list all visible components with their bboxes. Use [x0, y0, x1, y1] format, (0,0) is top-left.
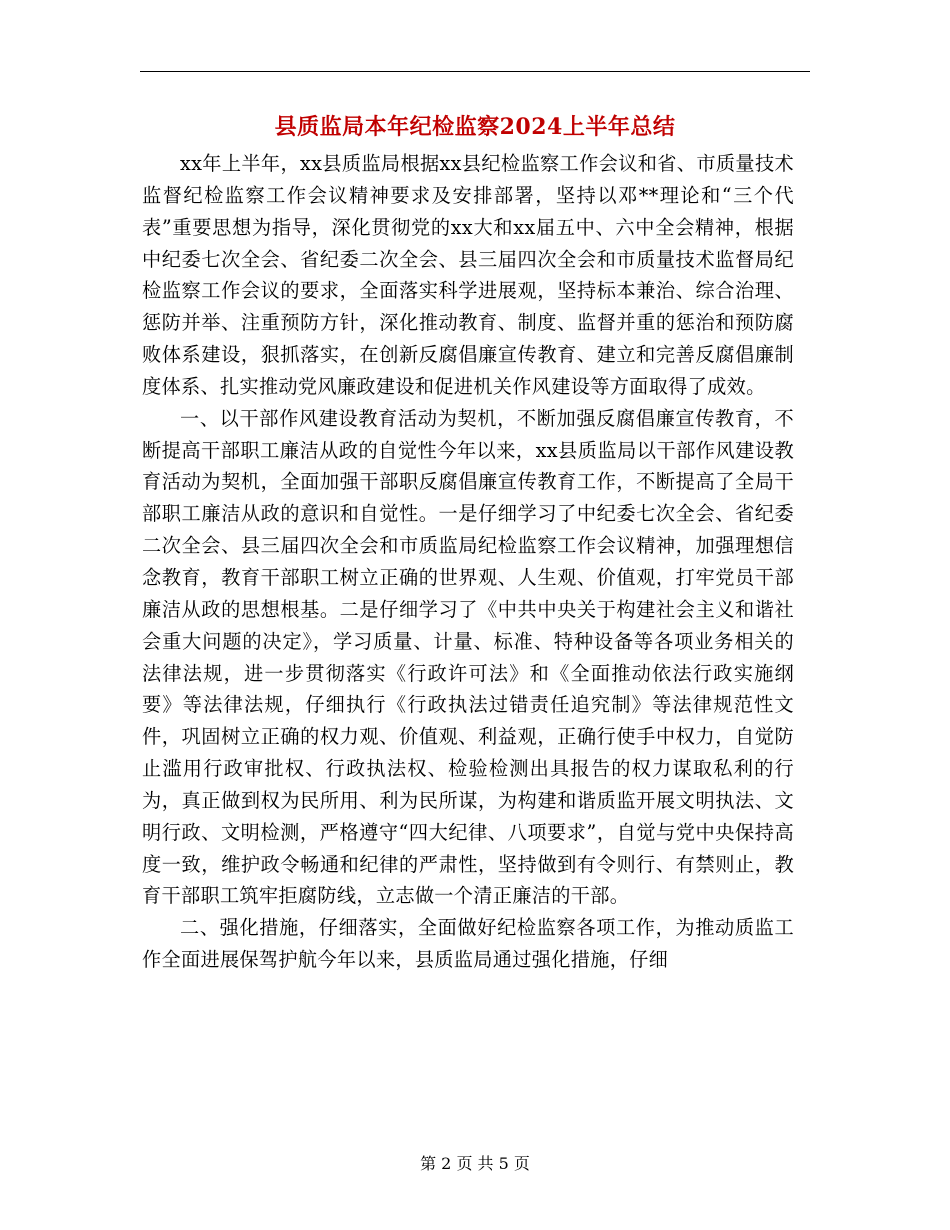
paragraph-section-one: 一、以干部作风建设教育活动为契机，不断加强反腐倡廉宣传教育，不断提高干部职工廉洁从政的自觉性今年以来，xx县质监局以干部作风建设教育活动为契机，全面加强干部职反腐倡廉宣传教育工作，不断提高了全局干部职工廉洁从政的意识和自觉性。一是仔细学习了中纪委七次全会、省纪委二次全会、县三届四次全会和市质监局纪检监察工作会议精神，加强理想信念教育，教育干部职工树立正确的世界观、人生观、价值观，打牢党员干部廉洁从政的思想根基。二是仔细学习了《中共中央关于构建社会主义和谐社会重大问题的决定》，学习质量、计量、标准、特种设备等各项业务相关的法律法规，进一步贯彻落实《行政许可法》和《全面推动依法行政实施纲要》等法律法规，仔细执行《行政执法过错责任追究制》等法律规范性文件，巩固树立正确的权力观、价值观、利益观，正确行使手中权力，自觉防止滥用行政审批权、行政执法权、检验检测出具报告的权力谋取私利的行为，真正做到权为民所用、利为民所谋，为构建和谐质监开展文明执法、文明行政、文明检测，严格遵守“四大纪律、八项要求”，自觉与党中央保持高度一致，维护政令畅通和纪律的严肃性，坚持做到有令则行、有禁则止，教育干部职工筑牢拒腐防线，立志做一个清正廉洁的干部。 [142, 406, 794, 908]
paragraph-intro: xx年上半年，xx县质监局根据xx县纪检监察工作会议和省、市质量技术监督纪检监察工作会议精神要求及安排部署，坚持以邓**理论和“三个代表”重要思想为指导，深化贯彻党的xx大和xx届五中、六中全会精神，根据中纪委七次全会、省纪委二次全会、县三届四次全会和市质量技术监督局纪检监察工作会议的要求，全面落实科学进展观，坚持标本兼治、综合治理、惩防并举、注重预防方针，深化推动教育、制度、监督并重的惩治和预防腐败体系建设，狠抓落实，在创新反腐倡廉宣传教育、建立和完善反腐倡廉制度体系、扎实推动党风廉政建设和促进机关作风建设等方面取得了成效。 [142, 152, 794, 398]
header-rule [140, 71, 810, 72]
page-number: 第 2 页 共 5 页 [420, 1154, 530, 1173]
document-title: 县质监局本年纪检监察2024上半年总结 [274, 114, 676, 140]
paragraph-section-two: 二、强化措施，仔细落实，全面做好纪检监察各项工作，为推动质监工作全面进展保驾护航今年以来，县质监局通过强化措施，仔细 [142, 916, 794, 972]
document-body [142, 148, 794, 976]
